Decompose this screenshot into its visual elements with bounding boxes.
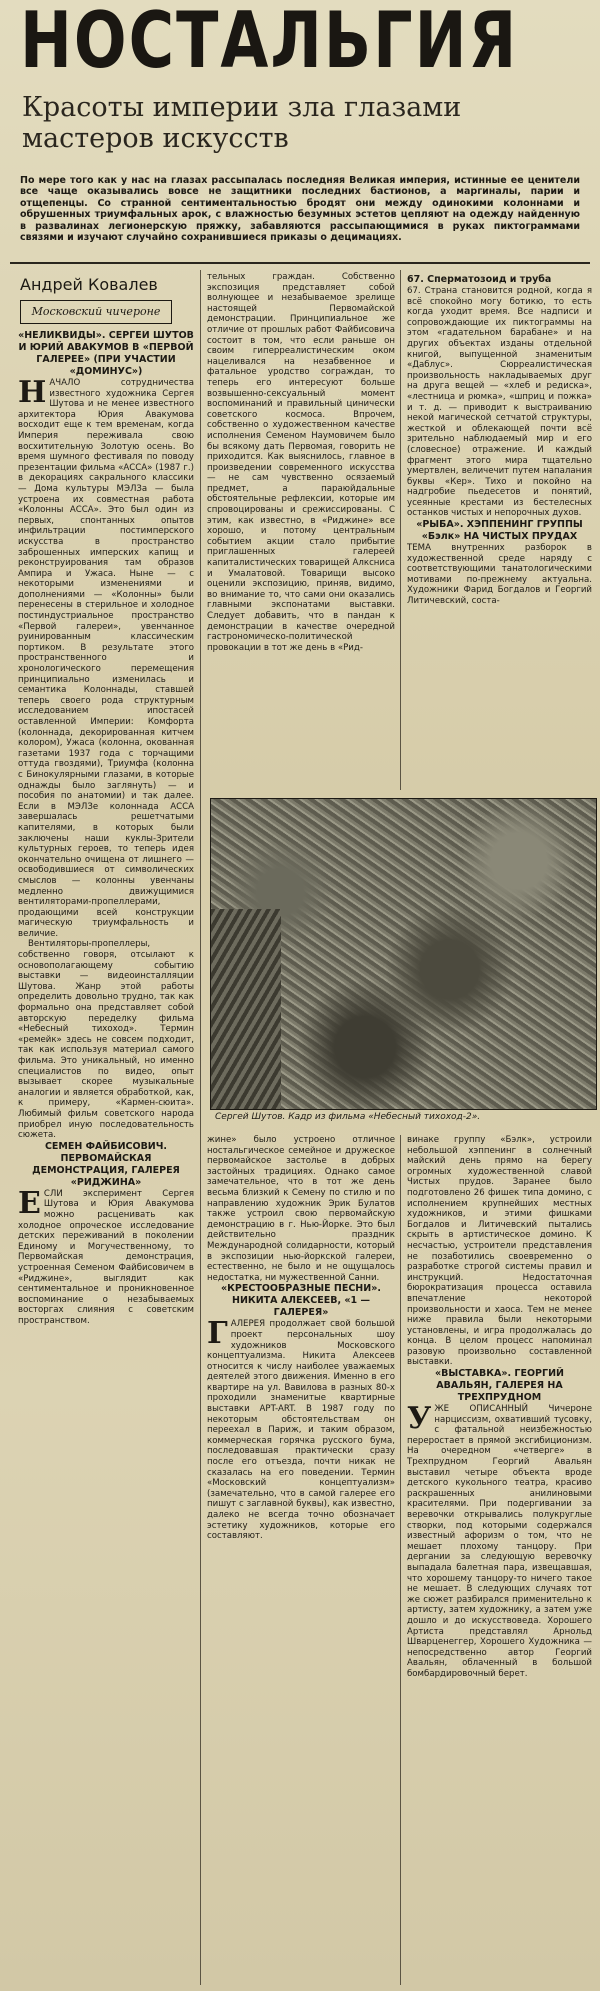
photo-detail [211, 909, 281, 1109]
paragraph-text: ЖЕ ОПИСАННЫЙ Чичероне нарциссизм, охвативший тусовку, с фатальной неизбежностью переростает в прямой эксгибиционизм. На очередном «четверге» в Трехпрудном Георгий Авальян выставил четыре объекта вроде детского кукольного театра, красиво раскрашенных анилиновыми красителями. При подергивании за веревочки открывались полукруглые створки, под которыми содержался известный афоризм о том, что не мешает плохому танцору. При дергании за следующую веревочку выпадала балетная пара, извещавшая, что хорошему танцору-то ничего такое не мешает. В следующих случаях тот же сюжет разбирался применительно к артисту, затем художнику, а затем уже дошло и до искусствоведа. Хорошего Артиста представлял Арнольд Шварценеггер, Хорошего Художника — непосредственно автор Георгий Авальян, облаченный в большой бомбардировочный берет. [407, 1404, 592, 1679]
film-still-photo [210, 798, 597, 1110]
author-name: Андрей Ковалев [20, 275, 158, 294]
paragraph-text: СЛИ эксперимент Сергея Шутова и Юрия Авакумова можно расценивать как холодное опроческое исследование детских переживаний в поколении Единому и Могучественному, то Первомайская демонстрация, устроенная Семеном Файбисовичем в «Риджине», выглядит как сентиментальное и проникновенное воспоминание о незабываемых восторгах слияния с советским пространством. [18, 1188, 194, 1326]
paragraph [207, 1316, 395, 1542]
paragraph: 67. Страна становится родной, когда я всё спокойно могу ботикю, то есть когда уходит время. Все надписи и сопровождающие их пиктограммы на этом «гадательном барабане» и на других объектах изданы отдельной книгой, выпущенной знаменитым «Даблус». Сюрреалистическая произвольность накладываемых друг на друга вещей — «хлеб и редиска», «лестница и рюмка», «шприц и пожка» и т. д. — приводит к выстраиванию некой магической сетчатой структуры, жесткой и облекающей почти всё зрительно наблюдаемый мир и его (словесное) отражение. И каждый фрагмент этого мира тщательно умертвлен, величечит путем напалания буквы «Кер». Тихо и покойно на надгробие пьедесетов и понятий, усеянные крестами из бестелесных останков чистых и непорочных духов. [407, 286, 592, 519]
drop-cap: У [407, 1401, 432, 1437]
paragraph: Вентиляторы-пропеллеры, собственно говоря, отсылают к основополагающему событию выставки — видеоинсталляции Шутова. Жанр этой работы определить довольно трудно, так как формально она представляет собой авторскую переделку фильма «Небесный тихоход». Термин «ремейк» здесь не совсем подходит, так как используя материал самого фильма. Это уникальный, но именно специалистов по видео, опыт вызывает скорее музыкальные аналогии и является обработкой, как, к примеру, «Кармен-сюита». Любимый фильм советского народа приобрел иную последовательность сюжета. [18, 939, 194, 1141]
separator-rule [10, 262, 590, 264]
paragraph: жине» было устроено отличное ностальгическое семейное и дружеское первомайское застолье в добрых застойных традициях. Однако самое замечательное, что в тот же день весьма близкий к Семену по стилю и по направлению художник Эрик Булатов также устроил свою первомайскую демонстрацию в г. Нью-Йорке. Это был действительно праздник Международной солидарности, который в экспозиции нью-йоркской галереи, естественно, не было и не ощущалось недостатка, ни мужественной Санни. [207, 1135, 395, 1283]
rubric-title: НОСТАЛЬГИЯ [20, 0, 519, 86]
lead-paragraph: По мере того как у нас на глазах рассыпалась последняя Великая империя, истинные ее ценители все чаще оказывались вовсе не защитники последних бастионов, а маргиналы, парии и отщепенцы. Со странной сентиментальностью бродят они между одинокими колоннами и обрушенных триумфальных арок, с влажностью безумных эстетов цепляют на одежду найденную в развалинах легионерскую пряжку, забавляются рассыпающимися в руках пиктограммами связями и изучают случайно сохранившиеся приказы о децимациях. [20, 175, 580, 244]
drop-cap: Н [18, 375, 47, 410]
drop-cap: Е [18, 1185, 41, 1221]
column-divider [400, 1135, 401, 1985]
paragraph [407, 1401, 592, 1679]
section-title: СЕМЕН ФАЙБИСОВИЧ. ПЕРВОМАЙСКАЯ ДЕМОНСТРАЦИЯ, ГАЛЕРЕЯ «РИДЖИНА» [32, 1140, 180, 1188]
article-column-1 [18, 330, 194, 1985]
section-title: «ВЫСТАВКА». ГЕОРГИЙ АВАЛЬЯН, ГАЛЕРЕЯ НА ТРЕХПРУДНОМ [435, 1368, 564, 1404]
column-rubric-plate: Московский чичероне [20, 300, 172, 324]
paragraph-text: АЧАЛО сотрудничества известного художника Сергея Шутова и не менее известного архитектора Юрия Авакумова восходит еще к тем временам, когда Империя переживала свою восхитительную Золотую осень. Во время шумного фестиваля по поводу презентации фильма «АССА» (1987 г.) в декорациях сакрального классики — Дома культуры МЭЛЗа — была устроена их совместная работа «Колонны АССА». Это был один из первых, спонтанных опытов инфильтрации постимперского искусства в пространство заброшенных имперских капищ и реконструирования там образов Ампира и Ужаса. Ныне — с некоторыми изменениями и дополнениями — «Колонны» были перенесены в стерильное и холодное постиндустриальное пространство «Первой галереи», увенчанное руинированным классическим портиком. В результате этого пространственного и хронологического перемещения принципиально изменилась и семантика Колоннады, ставшей теперь своего рода структурным исследованием ипостасей оставленной Империи: Комфорта (колоннада, декорированная китчем колором), Ужаса (колонна, окованная газетами 1937 года с торчащими оттуда гвоздями), Триумфа (колонна с Бинокулярными глазами, в которые однажды было заглянуть) — и пособия по анатомии) и так далее. Если в МЭЛЗе колоннада АССА завершалась решетчатыми капителями, в которых были заключены наши куклы-Зрители культурных героев, то теперь идея окончательно очищена от лишнего — освободившиеся от символических смыслов — колонны увенчаны медленно движущимися вентиляторами-пропеллерами, продающими всей конструкции магическую триумфальность и величие. [18, 378, 194, 939]
paragraph [18, 1185, 194, 1327]
column-divider [200, 270, 201, 1985]
article-column-2 [207, 272, 395, 792]
section-title: «РЫБА». ХЭППЕНИНГ ГРУППЫ «Бэлк» НА ЧИСТЫХ ПРУДАХ [416, 519, 583, 543]
article-column-3 [407, 272, 592, 792]
paragraph: тельных граждан. Собственно экспозиция представляет собой волнующее и незабываемое зрелище настоящей Первомайской демонстрации. Принципиальное же отличие от прошлых работ Файбисовича состоит в том, что если раньше он своим гиперреалистическим оком нацеливался на незабвенное и фатальное уродство сограждан, то теперь его интересуют больше возвышенно-сексуальный момент воспоминаний и правильный цинически советского космоса. Впрочем, собственно о художественном качестве исполнения Семеном Наумовичем было бы всякому дать Первомая, говорить не приходится. Как выяснилось, главное в произведении современного искусства — не сам чувственно осязаемый предмет, а параюйдальные обстоятельные рефлексии, которые им спровоцированы и срежиссированы. С этим, как известно, в «Риджине» все хорошо, и потому центральным событием акции стало прибытие приглашенных галереей капиталистических товарищей Алксниса и Умалатовой. Товарищи высоко оценили экспозицию, приняв, видимо, во внимание то, что сами они оказались главными экспонатами выставки. Следует добавить, что в пандан к демонстрации в качестве очередной гастрономическо-политической провокации в тот же день в «Рид- [207, 272, 395, 653]
section-title: «НЕЛИКВИДЫ». СЕРГЕЙ ШУТОВ И ЮРИЙ АВАКУМОВ В «ПЕРВОЙ ГАЛЕРЕЕ» (ПРИ УЧАСТИИ «ДОМИНУС») [18, 330, 194, 377]
paragraph: ТЕМА внутренних разборок в художественной среде наряду с соответствующими танатологическими мотивами по-прежнему актуальна. Художники Фарид Богдалов и Георгий Литичевский, соста- [407, 543, 592, 607]
article-column-3-lower [407, 1135, 592, 1985]
paragraph [18, 375, 194, 939]
drop-cap: Г [207, 1316, 228, 1352]
section-title: «КРЕСТООБРАЗНЫЕ ПЕСНИ». НИКИТА АЛЕКСЕЕВ, «1 — ГАЛЕРЕЯ» [221, 1283, 381, 1319]
section-title: 67. Сперматозоид и труба [407, 274, 552, 285]
column-divider [400, 270, 401, 790]
paragraph-text: АЛЕРЕЯ продолжает свой большой проект персональных шоу художников Московского концептуализма. Никита Алексеев относится к числу наиболее уважаемых деятелей этого движения. Именно в его квартире на ул. Вавилова в разных 80-х проходили знаменитые квартирные выставки APT-ART. В 1987 году по некоторым обстоятельствам он переехал в Париж, и таким образом, коммерческая горячка русского бума, последовавшая практически сразу после его отъезда, почти никак не сказалась на его поведении. Термин «Московский концептуализм» (замечательно, что в самой галерее его пишут с заглавной буквы), как известно, далеко не всегда точно обозначает эстетику художников, которые его составляют. [207, 1319, 395, 1542]
photo-caption: Сергей Шутов. Кадр из фильма «Небесный тихоход-2». [215, 1112, 481, 1122]
headline: Красоты империи зла глазами мастеров искусств [22, 92, 462, 154]
paragraph: винаке группу «Бэлк», устроили небольшой хэппенинг в солнечный майский день прямо на берегу огромных художественной славой Чистых прудов. Заранее было подготовлено 26 фишек типа домино, с исполнением крупнейших местных художников, и этими фишками Богдалов и Литичевский пытались скрыть в артистическое домино. К несчастью, устроители представления не позаботились своевременно о разработке строгой системы правил и инструкций. Недостаточная бюрократизация процесса оставила впечатление некоторой произвольности и хаоса. Тем не менее ниже правила были некоторыми установлены, и игра продолжалась до конца. В целом процесс напоминал разовую произвольно составленной выставки. [407, 1135, 592, 1368]
article-column-2-lower [207, 1135, 395, 1985]
